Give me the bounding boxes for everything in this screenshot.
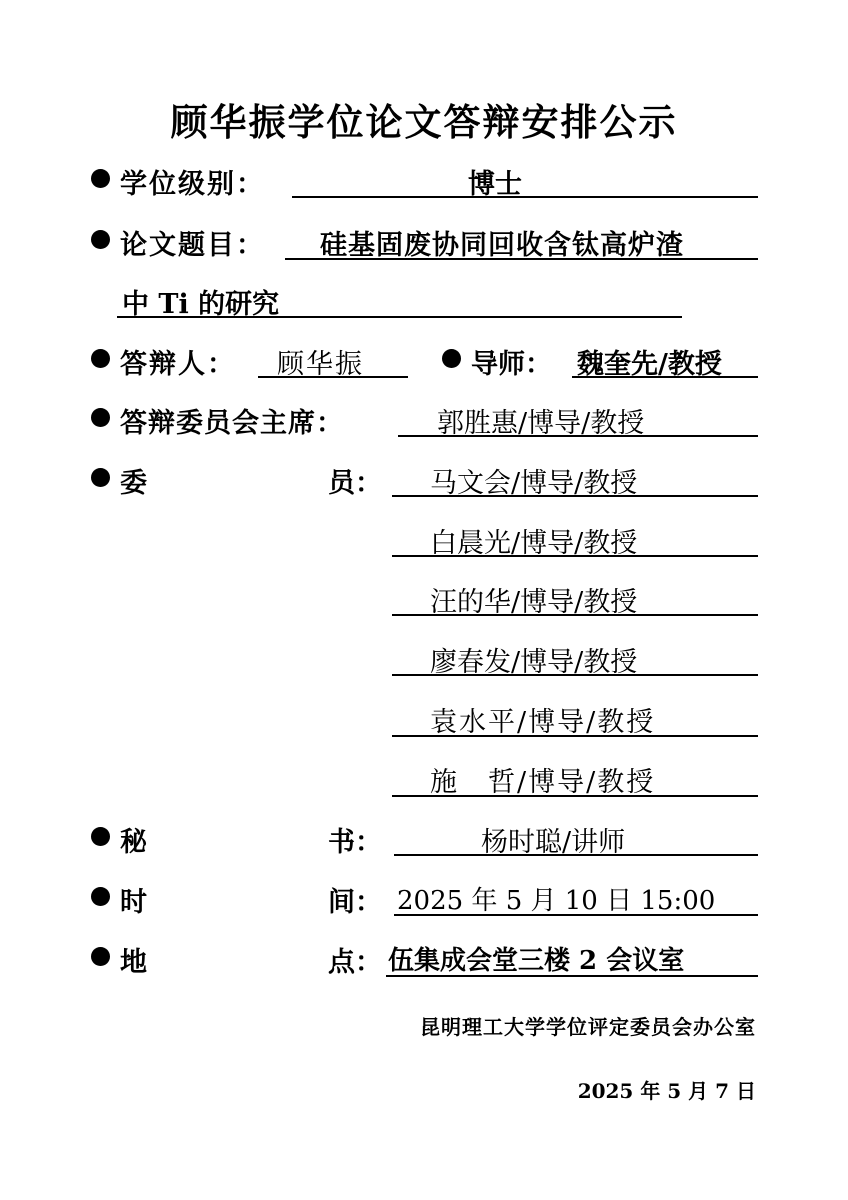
bullet-icon bbox=[91, 349, 110, 368]
advisor-name: 魏奎先/教授 bbox=[577, 349, 722, 380]
page-title: 顾华振学位论文答辩安排公示 bbox=[170, 100, 678, 144]
place-label-b: 点： bbox=[328, 947, 382, 978]
bullet-icon bbox=[91, 230, 110, 249]
degree-underline bbox=[292, 162, 758, 198]
member-item: 廖春发/博导/教授 bbox=[430, 647, 638, 678]
time-value: 2025 年 5 月 10 日 15:00 bbox=[397, 886, 716, 916]
time-label-a: 时 bbox=[120, 887, 147, 918]
defender-label: 答辩人： bbox=[120, 349, 236, 380]
footer-organization: 昆明理工大学学位评定委员会办公室 bbox=[420, 1015, 756, 1039]
secretary-label-a: 秘 bbox=[120, 827, 147, 858]
degree-value: 博士 bbox=[468, 169, 522, 200]
member-item: 袁水平/博导/教授 bbox=[430, 707, 656, 738]
thesis-title-line2: 中 Ti 的研究 bbox=[122, 289, 280, 320]
bullet-icon bbox=[91, 408, 110, 427]
member-item: 白晨光/博导/教授 bbox=[430, 528, 638, 559]
members-label-a: 委 bbox=[120, 468, 147, 499]
time-label-b: 间： bbox=[328, 887, 382, 918]
bullet-icon bbox=[91, 887, 110, 906]
thesis-title-line1: 硅基固废协同回收含钛高炉渣 bbox=[320, 230, 684, 261]
member-item: 汪的华/博导/教授 bbox=[430, 587, 638, 618]
secretary-label-b: 书： bbox=[328, 827, 382, 858]
thesis-label: 论文题目： bbox=[120, 230, 265, 261]
bullet-icon bbox=[91, 947, 110, 966]
bullet-icon bbox=[91, 169, 110, 188]
bullet-icon bbox=[91, 827, 110, 846]
advisor-label: 导师： bbox=[471, 349, 552, 380]
degree-label: 学位级别： bbox=[120, 169, 265, 200]
footer-date: 2025 年 5 月 7 日 bbox=[577, 1079, 756, 1103]
members-label-b: 员： bbox=[328, 468, 382, 499]
chair-label: 答辩委员会主席： bbox=[120, 408, 344, 439]
chair-name: 郭胜惠/博导/教授 bbox=[437, 408, 645, 439]
defender-name: 顾华振 bbox=[277, 349, 364, 380]
member-item: 马文会/博导/教授 bbox=[430, 468, 638, 499]
secretary-name: 杨时聪/讲师 bbox=[481, 827, 626, 858]
place-value: 伍集成会堂三楼 2 会议室 bbox=[388, 946, 685, 976]
member-item: 施 哲/博导/教授 bbox=[430, 767, 656, 798]
place-label-a: 地 bbox=[120, 947, 147, 978]
bullet-icon bbox=[91, 468, 110, 487]
bullet-icon bbox=[442, 349, 461, 368]
